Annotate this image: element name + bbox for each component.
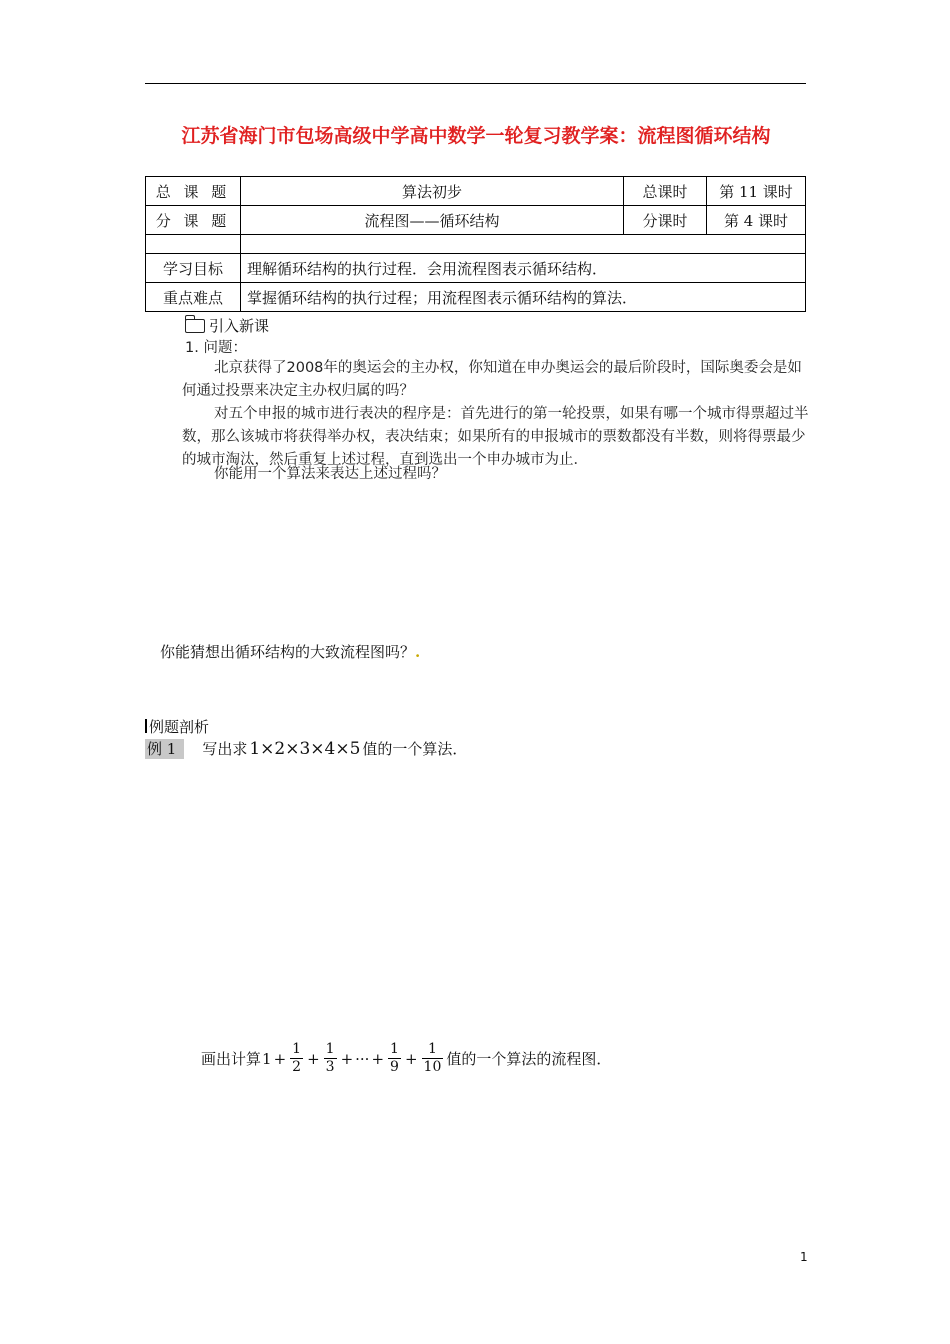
example-2 bbox=[201, 1041, 611, 1076]
math-one: 1 bbox=[262, 1049, 272, 1068]
fraction-numerator: 1 bbox=[325, 1041, 335, 1057]
table-row bbox=[146, 283, 806, 312]
question-label: 1. 问题： bbox=[185, 340, 247, 356]
table-cell-label bbox=[146, 235, 241, 254]
examples-heading-text: 例题剖析 bbox=[149, 718, 210, 736]
example-1-expression: 1×2×3×4×5 bbox=[249, 739, 361, 759]
table-row bbox=[146, 177, 806, 206]
fraction bbox=[290, 1041, 303, 1076]
fraction bbox=[324, 1041, 337, 1076]
intro-paragraph-3: 你能用一个算法来表达上述过程吗？ bbox=[214, 466, 446, 482]
table-cell-label: 重点难点 bbox=[146, 283, 241, 312]
header-rule bbox=[145, 83, 806, 84]
fraction-numerator: 1 bbox=[390, 1041, 399, 1057]
fraction-numerator: 1 bbox=[292, 1041, 302, 1057]
folder-icon bbox=[185, 319, 205, 333]
table-cell-value: 算法初步 bbox=[241, 177, 624, 206]
fraction-denominator: 10 bbox=[423, 1059, 442, 1075]
table-cell-value: 掌握循环结构的执行过程；用流程图表示循环结构的算法． bbox=[241, 283, 806, 312]
table-cell-count-value: 第 4 课时 bbox=[707, 206, 806, 235]
fraction-numerator: 1 bbox=[427, 1041, 437, 1057]
example-1-suffix: 值的一个算法． bbox=[362, 740, 468, 758]
guess-question bbox=[160, 641, 420, 663]
example-1-prefix: 写出求 bbox=[202, 740, 248, 758]
ellipsis: ··· bbox=[355, 1049, 370, 1068]
guess-question-text: 你能猜想出循环结构的大致流程图吗？ bbox=[160, 643, 416, 661]
fraction-denominator: 3 bbox=[325, 1059, 335, 1075]
fraction bbox=[388, 1041, 401, 1076]
plus-sign: + bbox=[371, 1049, 385, 1068]
example-2-prefix: 画出计算 bbox=[201, 1050, 262, 1068]
table-cell-value: 理解循环结构的执行过程．会用流程图表示循环结构． bbox=[241, 254, 806, 283]
table-cell-count-label: 分课时 bbox=[624, 206, 707, 235]
page-number: 1 bbox=[800, 1250, 808, 1264]
intro-heading-text: 引入新课 bbox=[209, 317, 270, 335]
table-row-blank bbox=[146, 235, 806, 254]
table-row bbox=[146, 206, 806, 235]
lesson-info-table bbox=[145, 176, 806, 312]
table-cell-label: 分 课 题 bbox=[146, 206, 241, 235]
table-cell-value: 流程图——循环结构 bbox=[241, 206, 624, 235]
plus-sign: + bbox=[307, 1049, 320, 1068]
intro-heading bbox=[185, 315, 269, 336]
table-cell-label: 学习目标 bbox=[146, 254, 241, 283]
table-cell-label: 总 课 题 bbox=[146, 177, 241, 206]
example-1-tag: 例 1 bbox=[145, 739, 184, 759]
guess-dot: . bbox=[415, 643, 421, 661]
examples-heading bbox=[145, 716, 209, 738]
heading-bar-icon bbox=[145, 719, 147, 733]
example-2-suffix: 值的一个算法的流程图． bbox=[446, 1050, 612, 1068]
intro-paragraph-2: 对五个申报的城市进行表决的程序是：首先进行的第一轮投票，如果有哪一个城市得票超过半数，那么该城市将获得举办权，表决结束；如果所有的申报城市的票数都没有半数，则将得票最少的城市淘汰，然后重复上述过程，直到选出一个申办城市为止． bbox=[182, 406, 809, 468]
table-cell-value bbox=[241, 235, 806, 254]
document-title: 江苏省海门市包场高级中学高中数学一轮复习教学案：流程图循环结构 bbox=[181, 125, 771, 147]
fraction bbox=[422, 1041, 444, 1076]
table-cell-count-value: 第 11 课时 bbox=[707, 177, 806, 206]
table-cell-count-label: 总课时 bbox=[624, 177, 707, 206]
plus-sign: + bbox=[273, 1049, 287, 1068]
example-1 bbox=[145, 738, 467, 760]
table-row bbox=[146, 254, 806, 283]
plus-sign: + bbox=[340, 1049, 354, 1068]
fraction-denominator: 9 bbox=[390, 1059, 399, 1075]
plus-sign: + bbox=[404, 1049, 418, 1068]
intro-paragraph-1: 北京获得了2008年的奥运会的主办权，你知道在申办奥运会的最后阶段时，国际奥委会是如何通过投票来决定主办权归属的吗？ bbox=[182, 360, 802, 399]
fraction-denominator: 2 bbox=[292, 1059, 302, 1075]
